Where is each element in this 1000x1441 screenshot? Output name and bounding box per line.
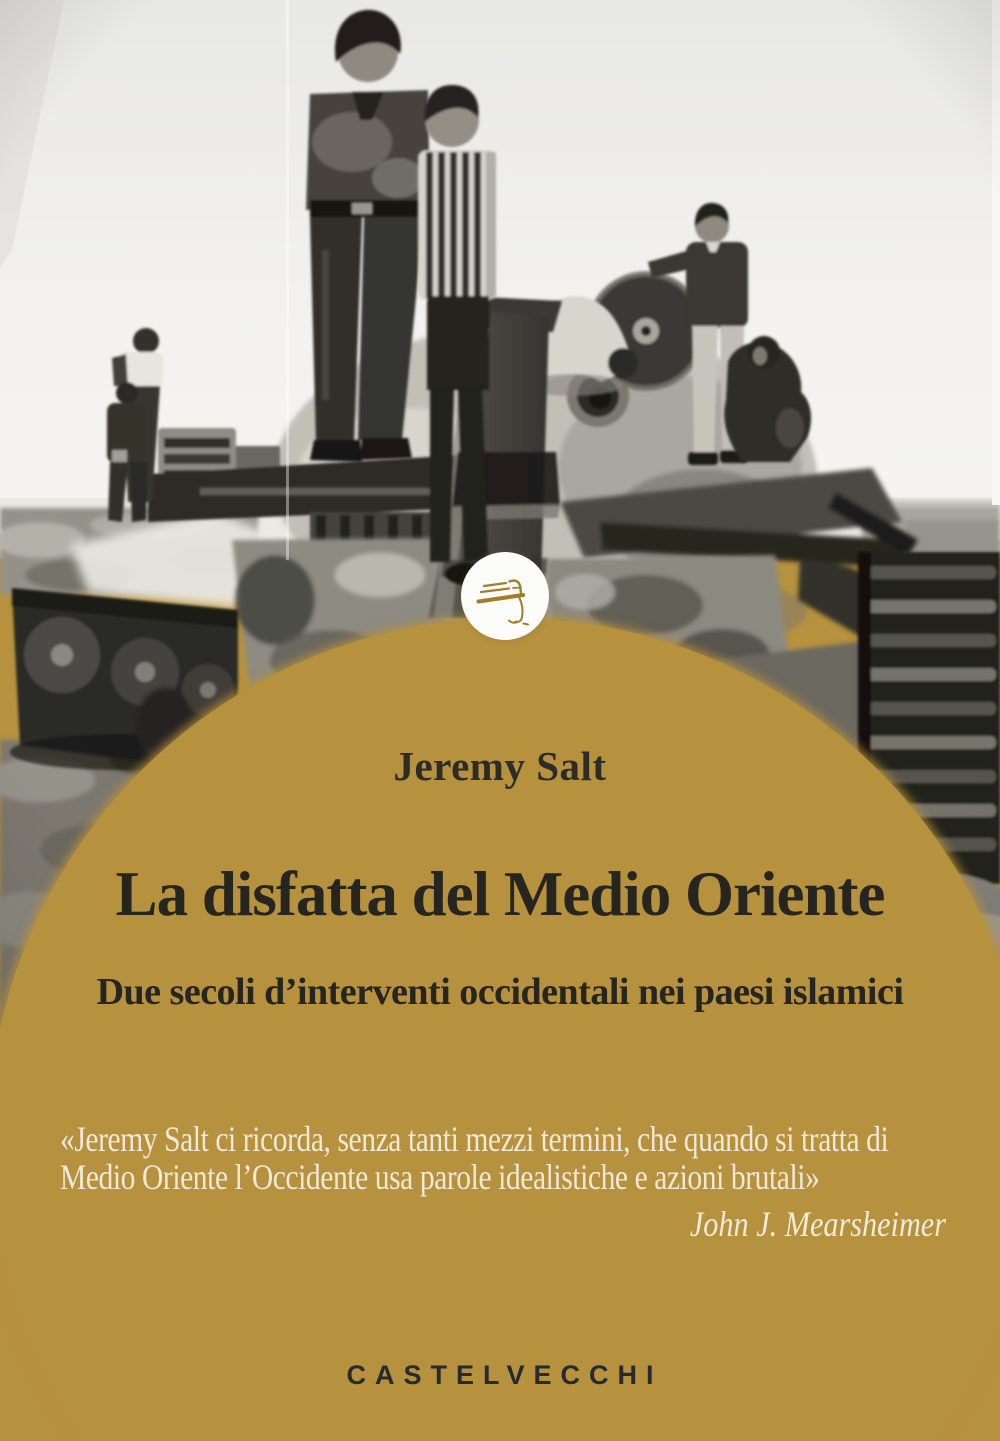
review-quote	[60, 1120, 946, 1243]
publisher-logo-badge	[461, 552, 549, 640]
quote-attribution: John J. Mearsheimer	[689, 1204, 946, 1244]
author-name: Jeremy Salt	[393, 743, 607, 789]
book-title: La disfatta del Medio Oriente	[115, 859, 885, 929]
book-subtitle: Due secoli d’interventi occidentali nei paesi islamici	[96, 971, 904, 1013]
publisher-name: CASTELVECCHI	[346, 1360, 663, 1390]
review-quote-line-2: Medio Oriente l’Occidente usa parole idealistiche e azioni brutali»	[60, 1157, 820, 1197]
castelvecchi-pen-sketch-icon	[461, 552, 549, 640]
review-quote-line-1: «Jeremy Salt ci ricorda, senza tanti mezzi termini, che quando si tratta di	[60, 1119, 889, 1159]
